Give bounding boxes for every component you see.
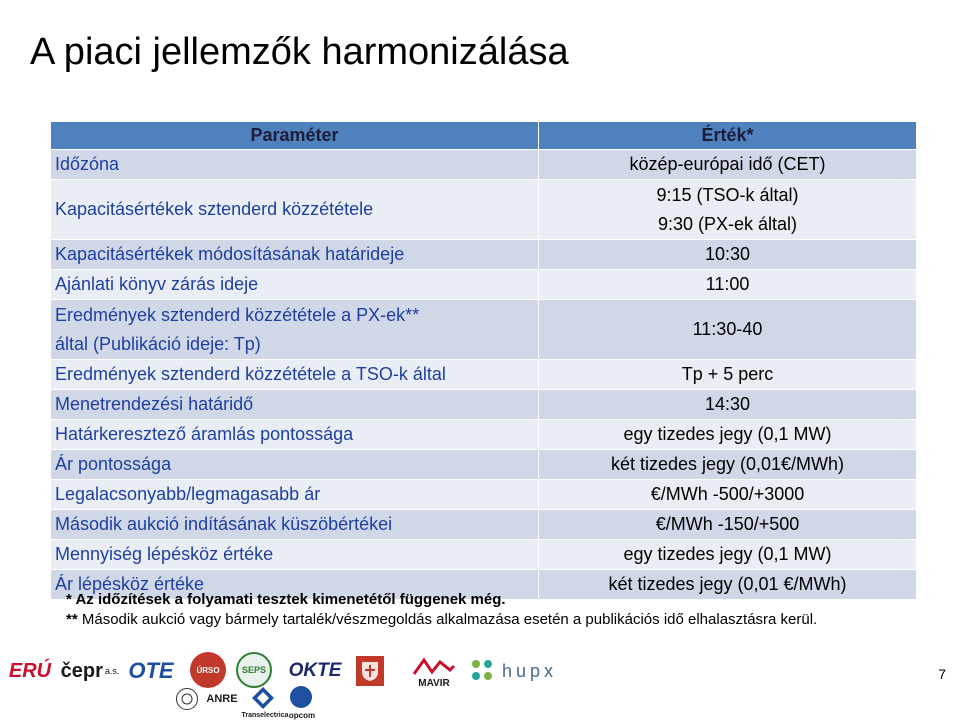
- table-row: [51, 480, 917, 510]
- cepr-logo-text: čepr: [60, 659, 103, 682]
- row-param: Második aukció indításának küszöbértékei: [51, 510, 539, 540]
- table-row: [51, 240, 917, 270]
- footnote-1-text: * Az időzítések a folyamati tesztek kimenetétől függenek még.: [66, 591, 506, 608]
- page-title: A piaci jellemzők harmonizálása: [30, 31, 569, 73]
- mavir-logo: [406, 650, 462, 694]
- hupx-dots-icon: [468, 656, 498, 686]
- row-param: [51, 300, 539, 360]
- table-row: [51, 150, 917, 180]
- row-param: Eredmények sztenderd közzététele a TSO-k által: [51, 360, 539, 390]
- row-param: Időzóna: [51, 150, 539, 180]
- transelectrica-shape: [251, 686, 275, 710]
- footnote-2-text: Második aukció vagy bármely tartalék/vészmegoldás alkalmazása esetén a publikációs idő elhalasztásra kerül.: [81, 611, 818, 628]
- row-param: Mennyiség lépésköz értéke: [51, 540, 539, 570]
- row-value: 10:30: [539, 240, 917, 270]
- page-number: 7: [938, 666, 946, 682]
- opcom-emblem-icon: [290, 686, 312, 708]
- row-value: €/MWh -500/+3000: [539, 480, 917, 510]
- row-value: Tp + 5 perc: [539, 360, 917, 390]
- row-value: 14:30: [539, 390, 917, 420]
- row-param: Menetrendezési határidő: [51, 390, 539, 420]
- opcom-logo: opcom: [288, 710, 316, 720]
- transelectrica-logo: Transelectrica: [241, 711, 289, 719]
- parameter-table: [50, 121, 917, 600]
- row-param: Kapacitásértékek módosításának határideje: [51, 240, 539, 270]
- row-value: két tizedes jegy (0,01€/MWh): [539, 450, 917, 480]
- row-value-line1: 9:15 (TSO-k által): [656, 184, 799, 205]
- table-row: [51, 450, 917, 480]
- row-value: egy tizedes jegy (0,1 MW): [539, 540, 917, 570]
- mavir-logo-text: MAVIR: [418, 677, 450, 689]
- header-param: Paraméter: [51, 122, 539, 150]
- urso-logo: ÚRSO: [190, 652, 226, 688]
- row-param-line2: által (Publikáció ideje: Tp): [55, 333, 261, 354]
- table-row: [51, 540, 917, 570]
- row-param-line1: Eredmények sztenderd közzététele a PX-ek**: [55, 304, 420, 325]
- row-param: Legalacsonyabb/legmagasabb ár: [51, 480, 539, 510]
- mavir-wave-icon: [412, 656, 456, 678]
- anre-logo: ANRE: [206, 693, 238, 705]
- hupx-logo: [468, 654, 568, 688]
- row-value: 11:30-40: [539, 300, 917, 360]
- header-value: Érték*: [539, 122, 917, 150]
- crest-icon: [360, 660, 380, 682]
- table-header-row: [51, 122, 917, 150]
- table-row: [51, 300, 917, 360]
- table-row: [51, 510, 917, 540]
- footnotes: [66, 590, 916, 630]
- row-value: egy tizedes jegy (0,1 MW): [539, 420, 917, 450]
- hupx-logo-text: hupx: [502, 660, 558, 681]
- row-value: közép-európai idő (CET): [539, 150, 917, 180]
- footnote-2: [66, 610, 916, 630]
- table-row: [51, 390, 917, 420]
- row-param: Határkeresztező áramlás pontossága: [51, 420, 539, 450]
- row-value: [539, 180, 917, 240]
- row-param: Kapacitásértékek sztenderd közzététele: [51, 180, 539, 240]
- transelectrica-icon: [248, 684, 278, 712]
- footnote-2-marker: **: [66, 611, 78, 628]
- cepr-logo-sub: a.s.: [104, 666, 120, 676]
- partner-logos-bar: [0, 648, 960, 722]
- row-value: két tizedes jegy (0,01 €/MWh): [539, 570, 917, 600]
- row-param: Ár pontossága: [51, 450, 539, 480]
- anre-emblem-shape: [180, 692, 194, 706]
- cepr-logo: [60, 658, 120, 684]
- row-value: 11:00: [539, 270, 917, 300]
- eru-logo: ERÚ: [8, 659, 52, 682]
- row-value: €/MWh -150/+500: [539, 510, 917, 540]
- row-param: Ár lépésköz értéke: [51, 570, 539, 600]
- row-param: Ajánlati könyv zárás ideje: [51, 270, 539, 300]
- row-value-line2: 9:30 (PX-ek által): [657, 213, 798, 234]
- crest-logo-icon: [356, 656, 384, 686]
- table-row: [51, 270, 917, 300]
- table-row: [51, 360, 917, 390]
- okte-logo: OKTE: [288, 660, 342, 681]
- footnote-1: [66, 590, 916, 610]
- table-row: [51, 180, 917, 240]
- ote-logo: OTE: [128, 658, 174, 683]
- anre-emblem-icon: [176, 688, 198, 710]
- seps-logo: SEPS: [236, 652, 272, 688]
- table-row: [51, 420, 917, 450]
